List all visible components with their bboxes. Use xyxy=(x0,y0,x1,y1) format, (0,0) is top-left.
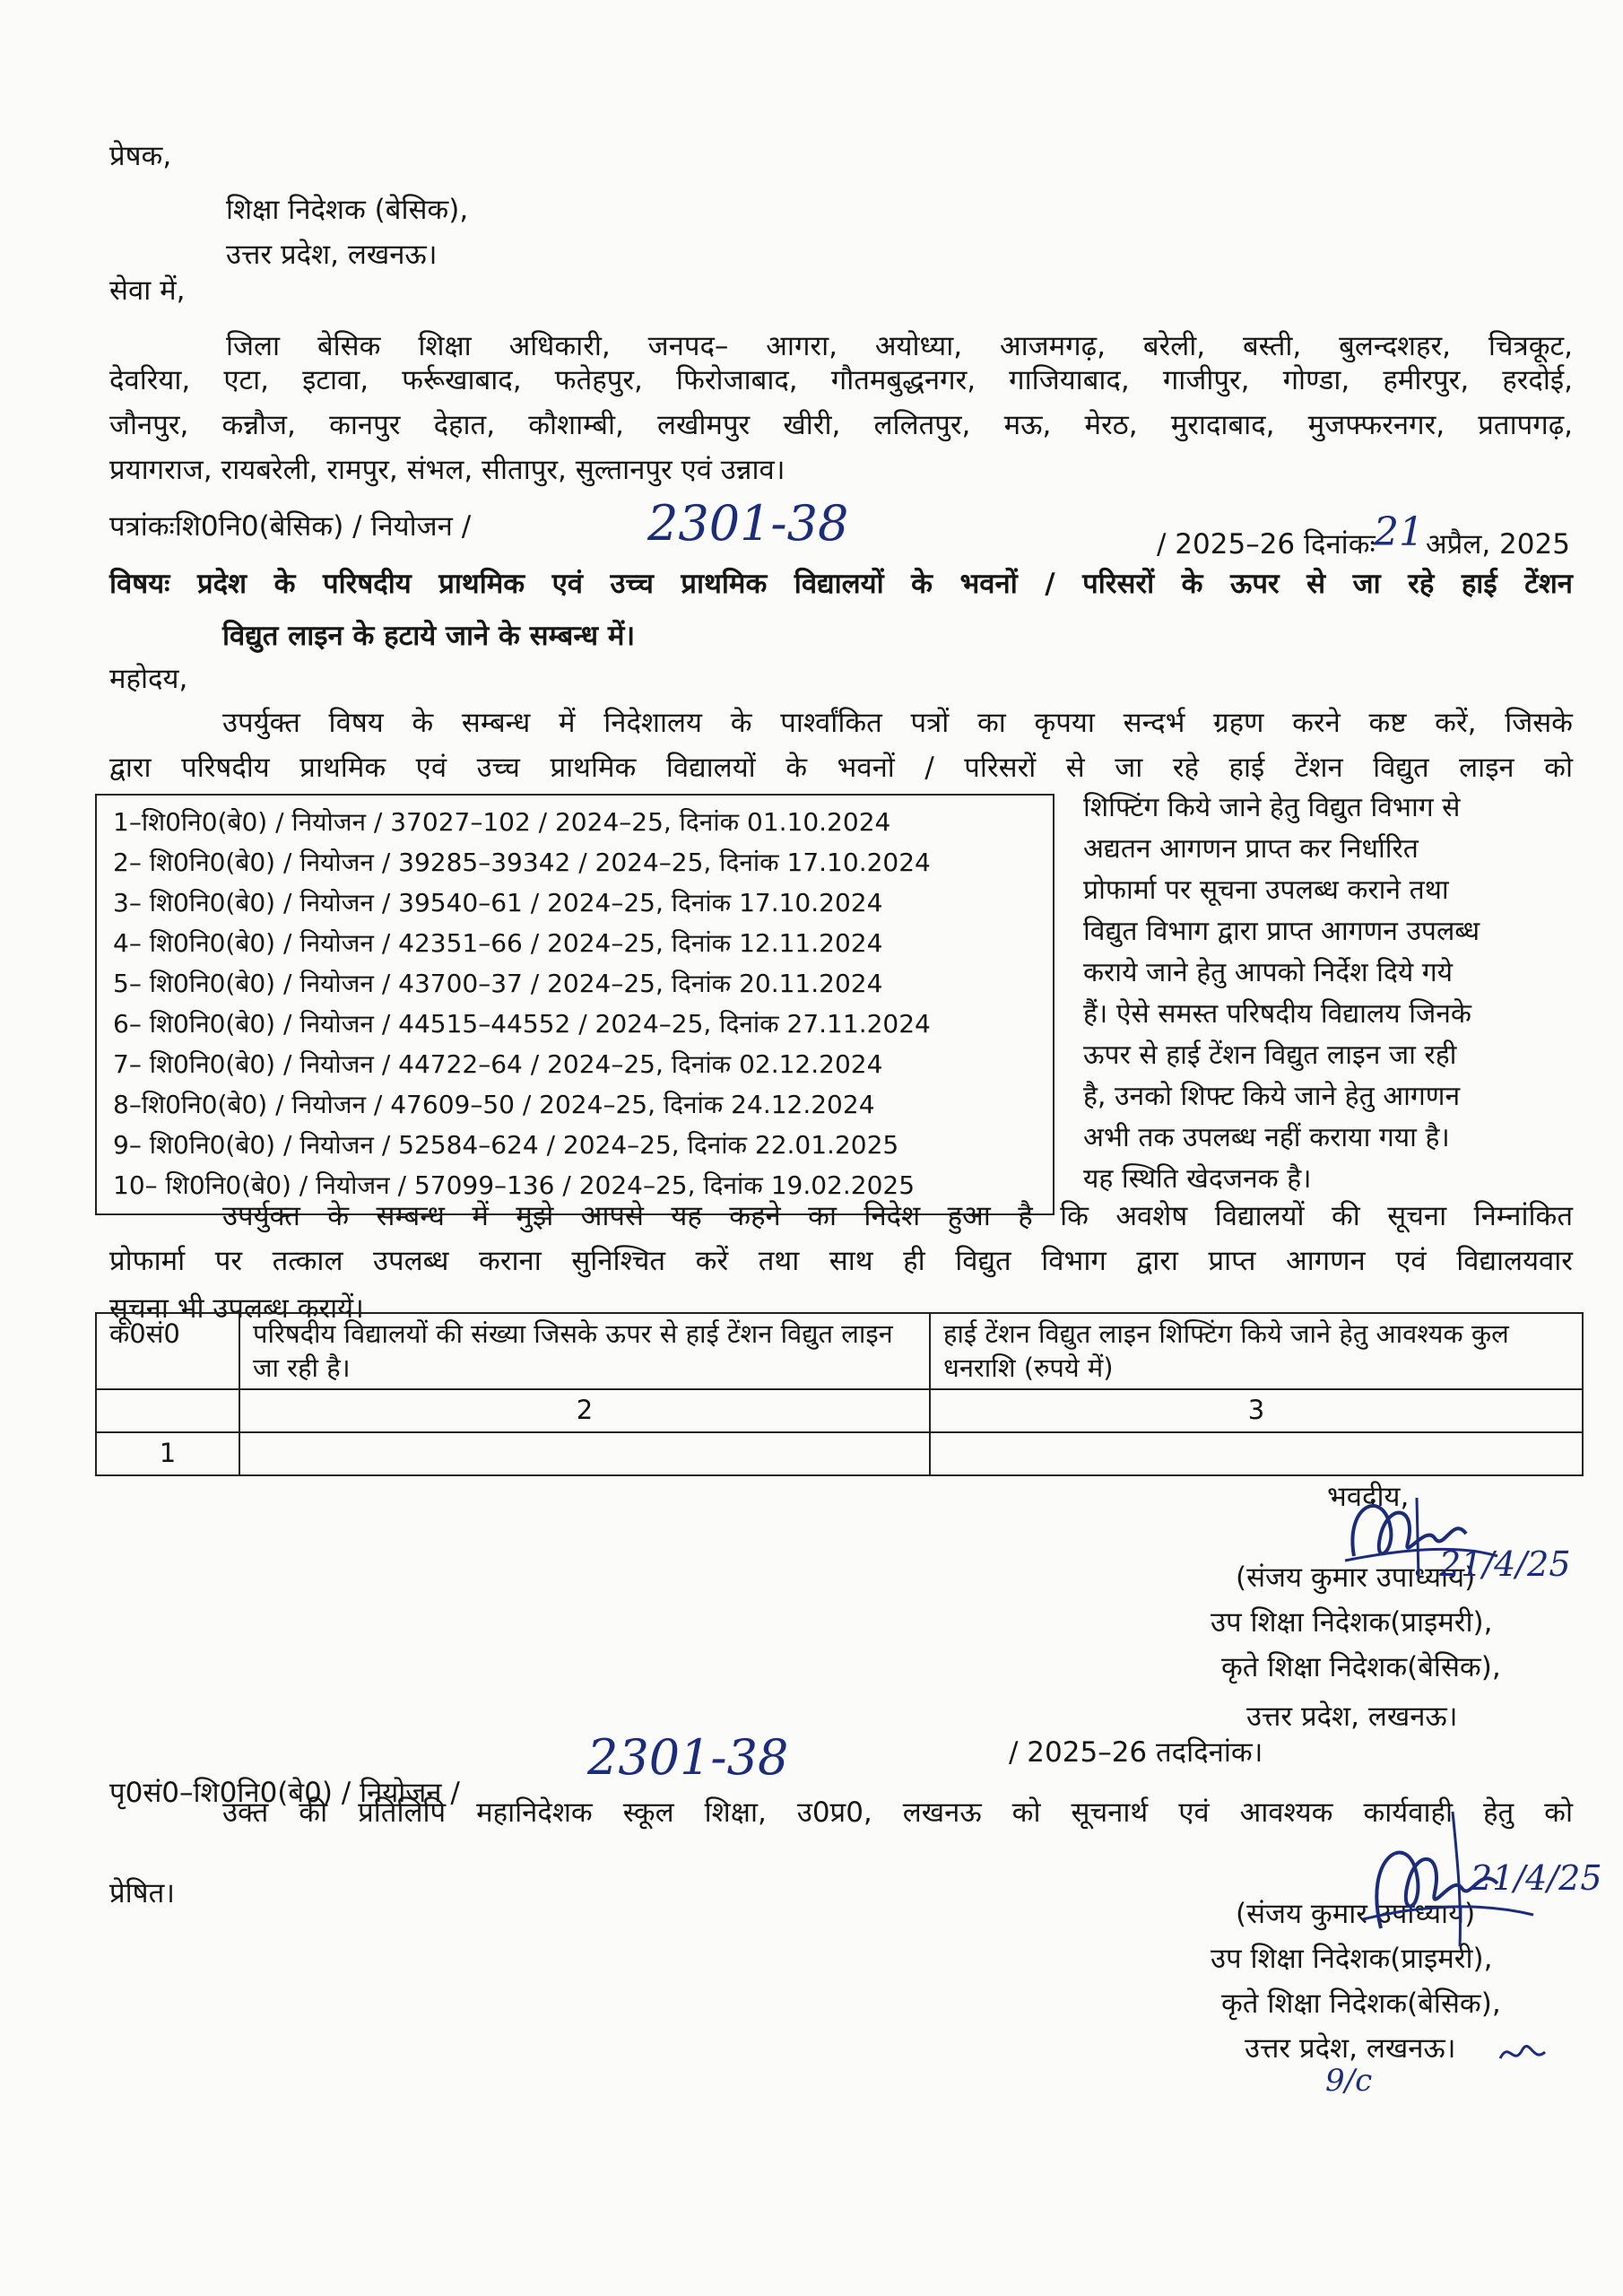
reference-item: 9– शि0नि0(बे0) / नियोजन / 52584–624 / 2024–25, दिनांक 22.01.2025 xyxy=(113,1130,899,1160)
letter-date-month-year: अप्रैल, 2025 xyxy=(1426,528,1570,561)
para1-line-2: द्वारा परिषदीय प्राथमिक एवं उच्च प्राथमिक विद्यालयों के भवनों / परिसरों से जा रहे हाई टेंशन विद्युत लाइन को xyxy=(109,752,1573,784)
row-amount xyxy=(930,1432,1583,1475)
subject-line-2: विद्युत लाइन के हटाये जाने के सम्बन्ध में। xyxy=(222,620,636,652)
reference-item: 3– शि0नि0(बे0) / नियोजन / 39540–61 / 2024–25, दिनांक 17.10.2024 xyxy=(113,888,883,918)
header-serial-no: क0सं0 xyxy=(96,1313,239,1389)
recipient-line-1: जिला बेसिक शिक्षा अधिकारी, जनपद– आगरा, अयोध्या, आजमगढ़, बरेली, बस्ती, बुलन्दशहर, चित्रकूट, xyxy=(226,330,1573,362)
endorsement-suffix: / 2025–26 तददिनांक। xyxy=(1009,1736,1263,1769)
signatory-for: कृते शिक्षा निदेशक(बेसिक), xyxy=(1221,1651,1501,1683)
col-number-1 xyxy=(96,1389,239,1432)
reference-item: 7– शि0नि0(बे0) / नियोजन / 44722–64 / 2024–25, दिनांक 02.12.2024 xyxy=(113,1049,883,1079)
recipient-line-2: देवरिया, एटा, इटावा, फर्रूखाबाद, फतेहपुर, फिरोजाबाद, गौतमबुद्धनगर, गाजियाबाद, गाजीपुर, गोण्डा, हमीरपुर, हरदोई, xyxy=(109,364,1573,396)
signatory-designation: उप शिक्षा निदेशक(प्राइमरी), xyxy=(1211,1606,1493,1639)
signatory-place: उत्तर प्रदेश, लखनऊ। xyxy=(1246,1700,1458,1733)
letter-ref-prefix: पत्रांकःशि0नि0(बेसिक) / नियोजन / xyxy=(109,510,472,543)
side-text-line: है, उनको शिफ्ट किये जाने हेतु आगणन xyxy=(1083,1081,1461,1112)
side-text-line: अभी तक उपलब्ध नहीं कराया गया है। xyxy=(1083,1122,1450,1153)
endorsement-prefix: पृ0सं0–शि0नि0(बे0) / नियोजन / xyxy=(109,1777,460,1809)
side-text-line: अद्यतन आगणन प्राप्त कर निर्धारित xyxy=(1083,833,1419,865)
reference-letters-box xyxy=(95,794,1055,1215)
closing-yours-faithfully: भवदीय, xyxy=(1327,1481,1410,1513)
side-text-line: ऊपर से हाई टेंशन विद्युत लाइन जा रही xyxy=(1083,1039,1457,1071)
reference-item: 8–शि0नि0(बे0) / नियोजन / 47609–50 / 2024–25, दिनांक 24.12.2024 xyxy=(113,1090,875,1119)
para2-line-1: उपर्युक्त के सम्बन्ध में मुझे आपसे यह कहने का निदेश हुआ है कि अवशेष विद्यालयों की सूचना निम्नांकित xyxy=(222,1200,1573,1232)
side-text-line: कराये जाने हेतु आपको निर्देश दिये गये xyxy=(1083,957,1454,988)
side-text-line: प्रोफार्मा पर सूचना उपलब्ध कराने तथा xyxy=(1083,874,1449,906)
recipient-line-3: जौनपुर, कन्नौज, कानपुर देहात, कौशाम्बी, लखीमपुर खीरी, ललितपुर, मऊ, मेरठ, मुरादाबाद, मुजफ्फरनगर, प्रतापगढ़, xyxy=(109,409,1573,441)
sender-label: प्रेषक, xyxy=(109,140,172,172)
endorsement-line-2: प्रेषित। xyxy=(109,1877,176,1909)
handwritten-day: 21 xyxy=(1374,509,1424,555)
side-text-line: विद्युत विभाग द्वारा प्राप्त आगणन उपलब्ध xyxy=(1083,916,1480,947)
handwritten-sign-date-1: 21/4/25 xyxy=(1439,1544,1571,1584)
reference-item: 1–शि0नि0(बे0) / नियोजन / 37027–102 / 2024–25, दिनांक 01.10.2024 xyxy=(113,807,891,837)
row-serial: 1 xyxy=(96,1432,239,1475)
proforma-table xyxy=(95,1312,1584,1476)
side-text-line: शिफ्टिंग किये जाने हेतु विद्युत विभाग से xyxy=(1083,792,1461,823)
para2-line-2: प्रोफार्मा पर तत्काल उपलब्ध कराना सुनिश्चित करें तथा साथ ही विद्युत विभाग द्वारा प्राप्त आगणन एवं विद्यालयवार xyxy=(109,1245,1573,1277)
reference-item: 2– शि0नि0(बे0) / नियोजन / 39285–39342 / 2024–25, दिनांक 17.10.2024 xyxy=(113,848,931,877)
para1-line-1: उपर्युक्त विषय के सम्बन्ध में निदेशालय के पार्श्वांकित पत्रों का कृपया सन्दर्भ ग्रहण करने कष्ट करें, जिसके xyxy=(222,707,1573,739)
handwritten-endorsement-number: 2301-38 xyxy=(587,1729,789,1786)
row-school-count xyxy=(239,1432,930,1475)
recipient-line-4: प्रयागराज, रायबरेली, रामपुर, संभल, सीतापुर, सुल्तानपुर एवं उन्नाव। xyxy=(109,454,785,486)
handwritten-sign-date-2: 21/4/25 xyxy=(1471,1858,1602,1898)
reference-item: 4– शि0नि0(बे0) / नियोजन / 42351–66 / 2024–25, दिनांक 12.11.2024 xyxy=(113,928,883,958)
para2-line-3: सूचना भी उपलब्ध करायें। xyxy=(109,1292,364,1325)
reference-item: 6– शि0नि0(बे0) / नियोजन / 44515–44552 / 2024–25, दिनांक 27.11.2024 xyxy=(113,1009,931,1039)
table-column-number-row xyxy=(96,1389,1583,1432)
recipient-label: सेवा में, xyxy=(109,274,186,307)
endorsement-line-1: उक्त की प्रतिलिपि महानिदेशक स्कूल शिक्षा, उ0प्र0, लखनऊ को सूचनार्थ एवं आवश्यक कार्यवाही हेतु को xyxy=(222,1796,1573,1829)
side-text-line: यह स्थिति खेदजनक है। xyxy=(1083,1163,1312,1195)
signatory-designation-2: उप शिक्षा निदेशक(प्राइमरी), xyxy=(1211,1943,1493,1975)
signatory-name-2: (संजय कुमार उपाध्याय) xyxy=(1236,1898,1476,1930)
salutation: महोदय, xyxy=(109,663,188,695)
sender-place: उत्तर प्रदेश, लखनऊ। xyxy=(226,239,438,271)
reference-item: 10– शि0नि0(बे0) / नियोजन / 57099–136 / 2024–25, दिनांक 19.02.2025 xyxy=(113,1170,916,1200)
table-header-row xyxy=(96,1313,1583,1389)
subject-line-1: विषयः प्रदेश के परिषदीय प्राथमिक एवं उच्च प्राथमिक विद्यालयों के भवनों / परिसरों के ऊपर से जा रहे हाई टेंशन xyxy=(109,568,1573,600)
handwritten-letter-number: 2301-38 xyxy=(647,495,849,552)
handwritten-initials: 9/c xyxy=(1325,2063,1373,2099)
header-total-amount: हाई टेंशन विद्युत लाइन शिफ्टिंग किये जाने हेतु आवश्यक कुल धनराशि (रुपये में) xyxy=(930,1313,1583,1389)
sender-designation: शिक्षा निदेशक (बेसिक), xyxy=(226,194,469,226)
signatory-place-2: उत्तर प्रदेश, लखनऊ। xyxy=(1245,2032,1456,2065)
signatory-name: (संजय कुमार उपाध्याय) xyxy=(1236,1561,1476,1594)
letter-ref-suffix: / 2025–26 दिनांकः xyxy=(1157,528,1376,561)
handwritten-tick xyxy=(1496,2036,1558,2072)
col-number-3: 3 xyxy=(930,1389,1583,1432)
table-row xyxy=(96,1432,1583,1475)
header-school-count: परिषदीय विद्यालयों की संख्या जिसके ऊपर से हाई टेंशन विद्युत लाइन जा रही है। xyxy=(239,1313,930,1389)
signatory-for-2: कृते शिक्षा निदेशक(बेसिक), xyxy=(1221,1987,1501,2020)
reference-item: 5– शि0नि0(बे0) / नियोजन / 43700–37 / 2024–25, दिनांक 20.11.2024 xyxy=(113,969,883,998)
side-text-line: हैं। ऐसे समस्त परिषदीय विद्यालय जिनके xyxy=(1083,998,1471,1030)
col-number-2: 2 xyxy=(239,1389,930,1432)
